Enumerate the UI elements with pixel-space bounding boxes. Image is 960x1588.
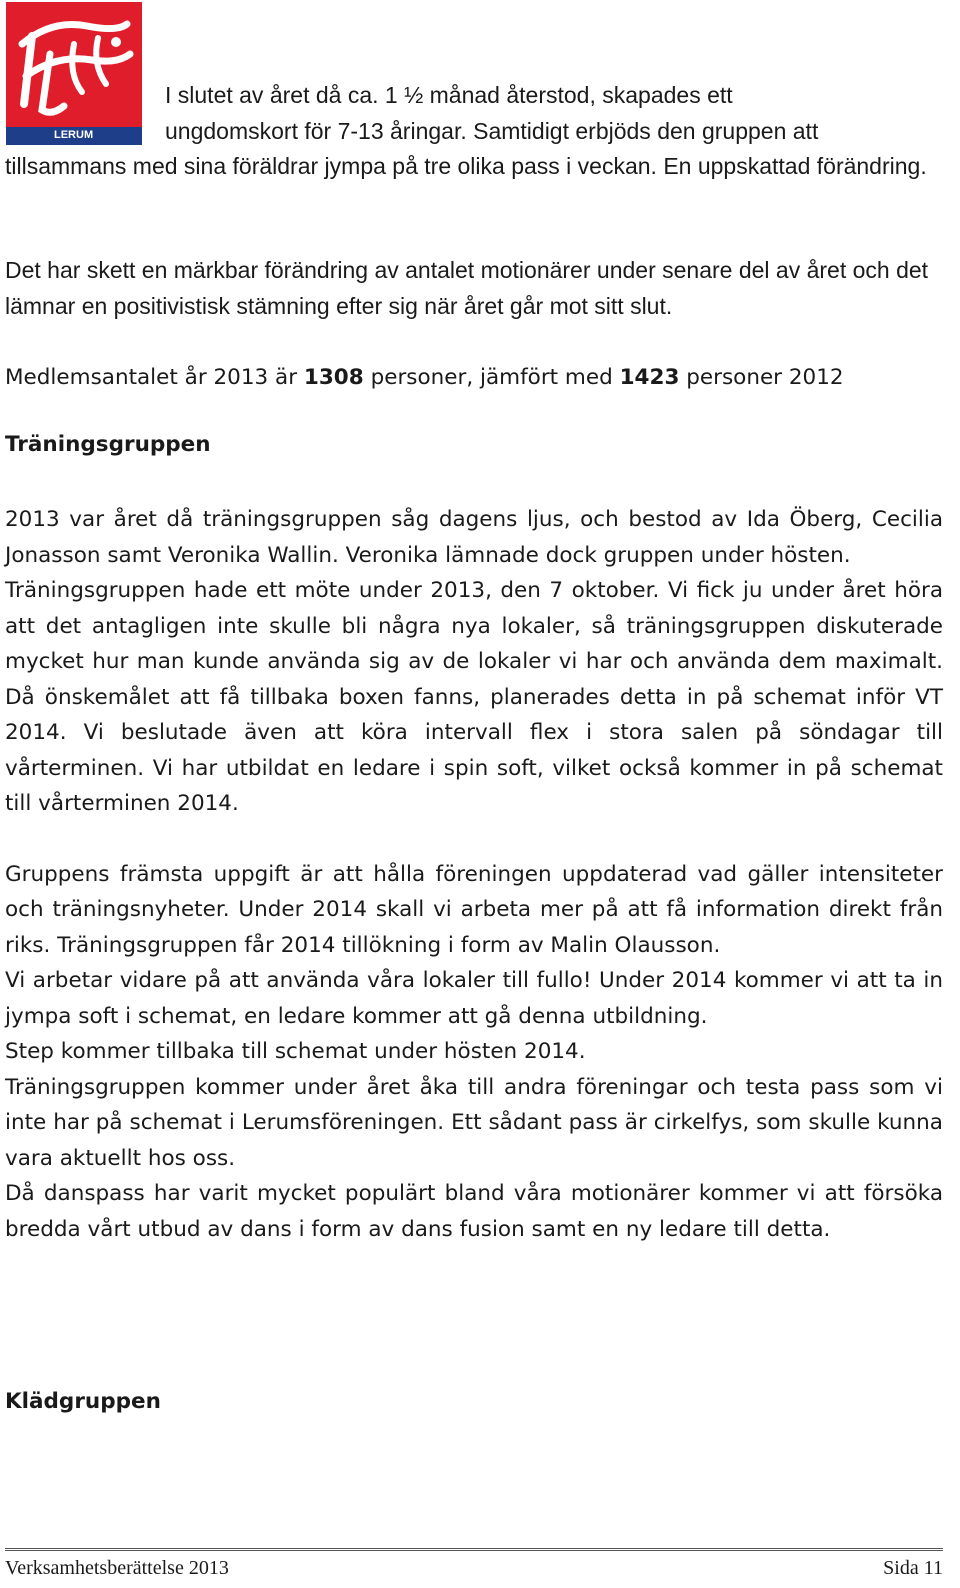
intro-rest: tillsammans med sina föräldrar jympa på tre olika pass i veckan. En uppskattad förändring. bbox=[5, 153, 927, 179]
members-post: personer 2012 bbox=[679, 365, 844, 390]
tg-paragraph-4: Vi arbetar vidare på att använda våra lokaler till fullo! Under 2014 kommer vi att ta in jympa soft i schemat, en ledare kommer att gå denna utbildning. bbox=[5, 968, 943, 1029]
members-mid: personer, jämfört med bbox=[363, 365, 620, 390]
tg-paragraph-1: 2013 var året då träningsgruppen såg dagens ljus, och bestod av Ida Öberg, Cecilia Jonasson samt Veronika Wallin. Veronika lämnade dock gruppen under hösten. bbox=[5, 507, 943, 568]
intro-line-2: ungdomskort för 7-13 åringar. Samtidigt erbjöds den gruppen att bbox=[165, 117, 819, 144]
members-2013: 1308 bbox=[303, 365, 364, 390]
tg-paragraph-2: Träningsgruppen hade ett möte under 2013, den 7 oktober. Vi fick ju under året höra att det antagligen inte skulle bli några nya lokaler, så träningsgruppen diskuterade mycket hur man kunde använda sig av de lokaler vi har och använda dem maximalt. Då önskemålet att få tillbaka boxen fanns, planerades detta in på schemat inför VT 2014. Vi beslutade även att köra intervall flex i stora salen på söndagar till vårterminen. Vi har utbildat en ledare i spin soft, vilket också kommer in på schemat till vårterminen 2014. bbox=[5, 578, 943, 816]
footer-title: Verksamhetsberättelse 2013 bbox=[5, 1557, 229, 1579]
tg-paragraph-7: Då danspass har varit mycket populärt bland våra motionärer kommer vi att försöka bredda vårt utbud av dans i form av dans fusion samt en ny ledare till detta. bbox=[5, 1181, 943, 1242]
member-count-paragraph bbox=[5, 360, 943, 396]
heading-traningsgruppen: Träningsgruppen bbox=[5, 432, 211, 457]
tg-paragraph-3: Gruppens främsta uppgift är att hålla föreningen uppdaterad vad gäller intensiteter och träningsnyheter. Under 2014 skall vi arbeta mer på att få information direkt från riks. Träningsgruppen får 2014 tillökning i form av Malin Olausson. bbox=[5, 861, 943, 958]
logo-band-text: LERUM bbox=[54, 129, 94, 141]
members-2012: 1423 bbox=[619, 365, 680, 390]
intro-line-1: I slutet av året då ca. 1 ½ månad återstod, skapades ett bbox=[165, 82, 733, 108]
tg-paragraph-6: Träningsgruppen kommer under året åka till andra föreningar och testa pass som vi inte har på schemat i Lerumsföreningen. Ett sådant pass är cirkelfys, som skulle kunna vara aktuellt hos oss. bbox=[5, 1074, 943, 1171]
activity-paragraph: Det har skett en märkbar förändring av antalet motionärer under senare del av året och det lämnar en positivistisk stämning efter sig när året går mot sitt slut. bbox=[5, 257, 929, 319]
page-footer bbox=[5, 1548, 943, 1579]
footer-page-number: Sida 11 bbox=[883, 1557, 943, 1579]
traningsgruppen-section bbox=[5, 502, 943, 1247]
intro-paragraph bbox=[5, 78, 940, 185]
tg-paragraph-5: Step kommer tillbaka till schemat under hösten 2014. bbox=[5, 1039, 586, 1064]
members-pre: Medlemsantalet år 2013 är bbox=[5, 365, 304, 390]
heading-kladgruppen: Klädgruppen bbox=[5, 1389, 161, 1414]
